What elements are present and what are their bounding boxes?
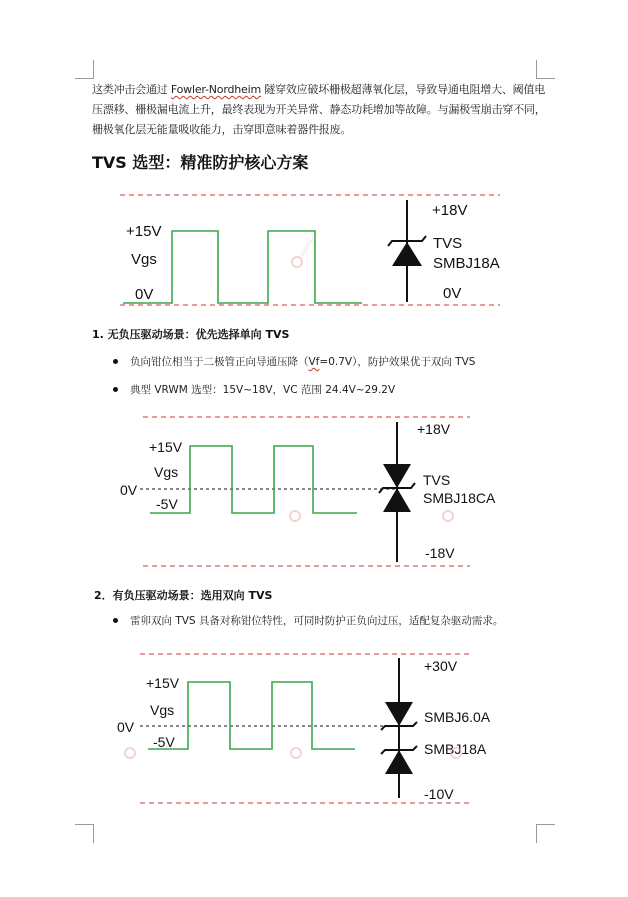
- tvs-diode-triangle: [392, 242, 422, 266]
- tvs-diode-lower-triangle: [383, 488, 411, 512]
- section1-bullet-2: [113, 382, 395, 397]
- label-tvs: TVS: [433, 235, 463, 252]
- margin-mark-bottom-right: [536, 824, 555, 843]
- label-smbj6-0a: SMBJ6.0A: [424, 709, 491, 725]
- intro-text-after: 隧穿效应破坏栅极超薄氧化层，导致导通电阻增大、阈值电压漂移、栅极漏电流上升，最终表现为开关异常、静态功耗增加等故障。与漏极雪崩击穿不同，栅极氧化层无能量吸收能力，击穿即意味着器件报废。: [92, 83, 546, 136]
- bullet-text-after: =0.7V），防护效果优于双向 TVS: [319, 356, 476, 368]
- section-heading: TVS 选型：精准防护核心方案: [92, 153, 309, 172]
- label-smbj18a: SMBJ18A: [433, 255, 500, 272]
- label-vgs: Vgs: [154, 464, 179, 480]
- bullet-term-vf: Vf: [308, 356, 320, 368]
- label-minus18v: -18V: [425, 545, 455, 561]
- label-vgs: Vgs: [150, 702, 175, 718]
- vgs-waveform: [150, 446, 357, 513]
- bullet-text-before: 负向钳位相当于二极管正向导通压降（: [130, 356, 309, 368]
- label-0v: 0V: [135, 286, 154, 303]
- label-0v: 0V: [117, 719, 135, 735]
- tvs-diode-upper-triangle: [383, 464, 411, 488]
- label-smbj18a: SMBJ18A: [424, 741, 487, 757]
- bullet-text: 雷卯双向 TVS 具备对称钳位特性，可同时防护正负向过压，适配复杂驱动需求。: [130, 615, 504, 627]
- label-minus5v: -5V: [153, 734, 175, 750]
- tvs-diode-upper-triangle: [385, 702, 413, 726]
- label-plus18v: +18V: [432, 202, 468, 219]
- label-plus18v: +18V: [417, 421, 451, 437]
- figure-bidirectional-tvs: [0, 412, 628, 572]
- figure-unidirectional-tvs: [0, 190, 628, 315]
- label-plus15v: +15V: [146, 675, 180, 691]
- vgs-waveform: [123, 231, 362, 303]
- label-rail-0v: 0V: [443, 285, 462, 302]
- section2-bullet-1: [113, 613, 503, 628]
- intro-text-before: 这类冲击会通过: [92, 83, 171, 96]
- label-vgs: Vgs: [131, 251, 157, 268]
- section2-title: 2．有负压驱动场景：选用双向 TVS: [94, 589, 273, 602]
- label-plus30v: +30V: [424, 658, 458, 674]
- section1-title: 1. 无负压驱动场景：优先选择单向 TVS: [92, 328, 290, 341]
- section1-bullet-1: [113, 354, 475, 369]
- bullet-text: 典型 VRWM 选型：15V~18V，VC 范围 24.4V~29.2V: [130, 384, 396, 396]
- bullet-dot: [113, 359, 118, 364]
- intro-term-fowler-nordheim: Fowler-Nordheim: [170, 83, 261, 96]
- label-minus10v: -10V: [424, 786, 454, 802]
- margin-mark-top-left: [75, 60, 94, 79]
- label-plus15v: +15V: [126, 223, 162, 240]
- watermark-text: LEIDITECH: [299, 232, 320, 258]
- vgs-waveform: [148, 682, 355, 749]
- label-tvs: TVS: [423, 472, 451, 488]
- figure-asymmetric-tvs: [0, 648, 628, 808]
- label-plus15v: +15V: [149, 439, 183, 455]
- label-smbj18ca: SMBJ18CA: [423, 490, 496, 506]
- intro-paragraph: [92, 80, 550, 140]
- bullet-dot: [113, 618, 118, 623]
- margin-mark-top-right: [536, 60, 555, 79]
- label-0v: 0V: [120, 482, 138, 498]
- label-minus5v: -5V: [156, 496, 178, 512]
- tvs-diode-lower-triangle: [385, 750, 413, 774]
- bullet-dot: [113, 387, 118, 392]
- margin-mark-bottom-left: [75, 824, 94, 843]
